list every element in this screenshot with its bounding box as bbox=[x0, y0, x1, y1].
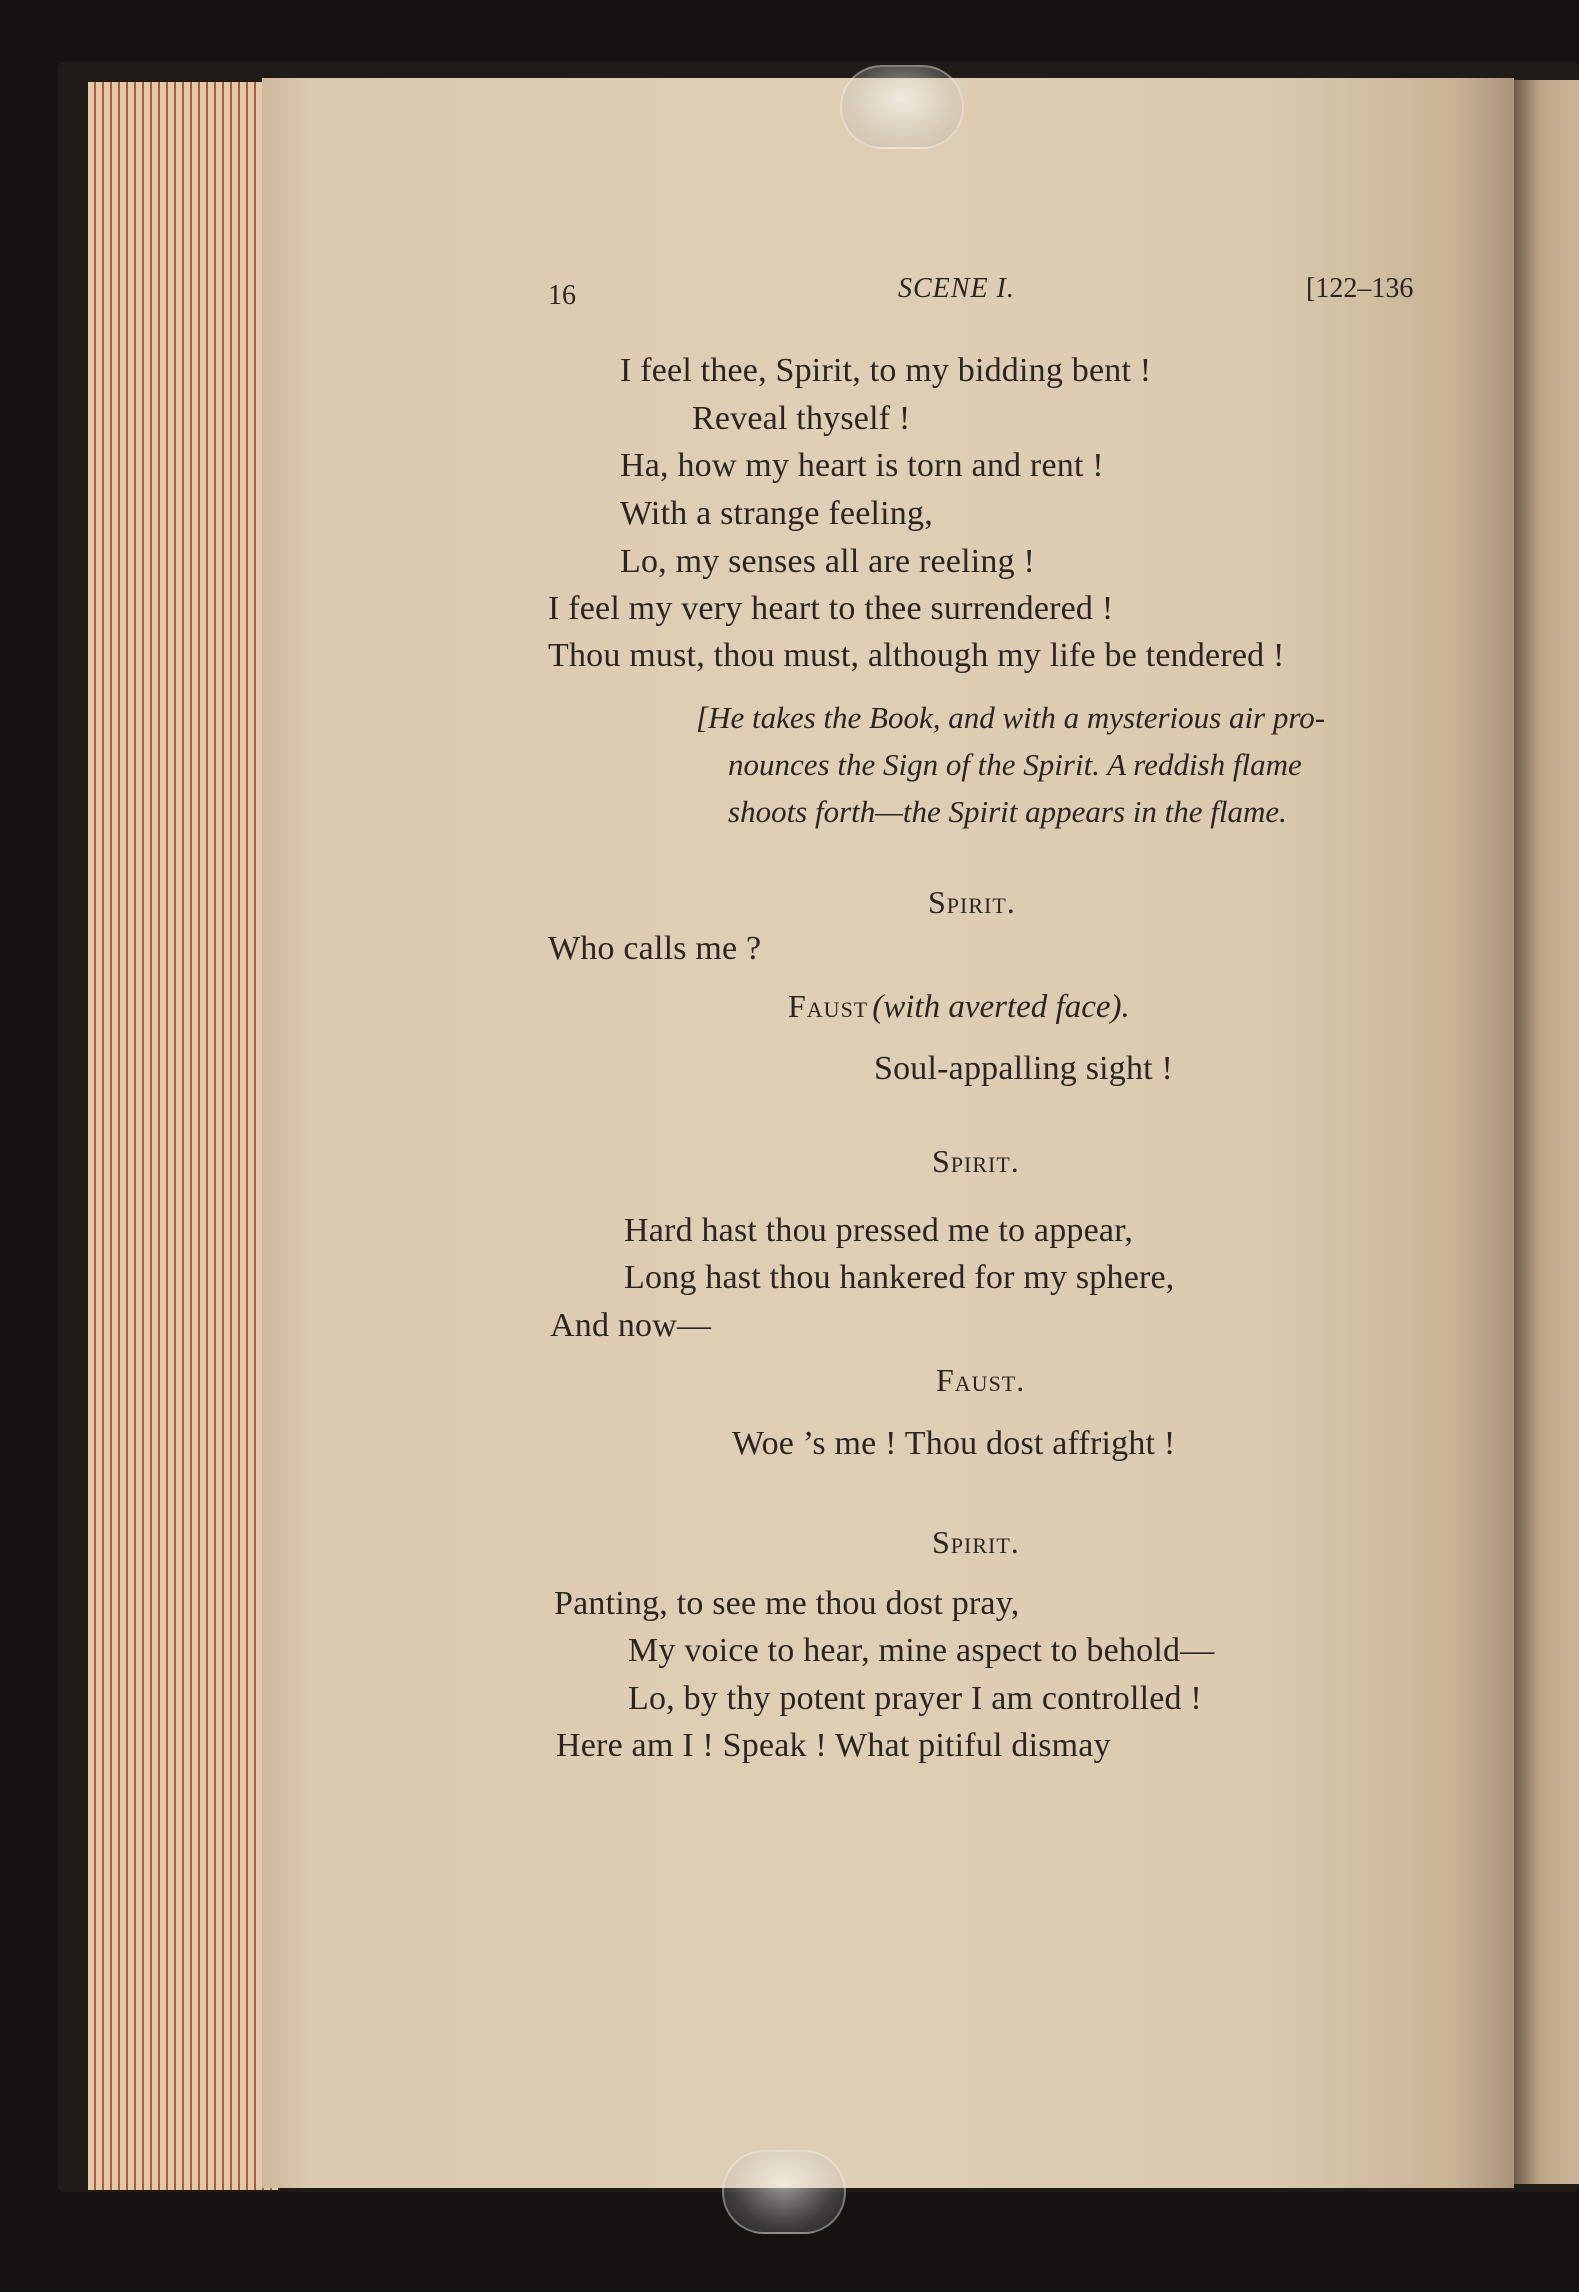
verse-line: I feel my very heart to thee surrendered ! bbox=[548, 590, 1114, 627]
book-page bbox=[262, 78, 1514, 2188]
verse-line: Lo, my senses all are reeling ! bbox=[620, 543, 1035, 580]
running-title: SCENE I. bbox=[898, 273, 1015, 304]
dialogue-line: Soul-appalling sight ! bbox=[874, 1050, 1174, 1087]
speaker-name: Faust bbox=[788, 988, 869, 1024]
facing-page-edge bbox=[1514, 80, 1579, 2184]
dialogue-line: My voice to hear, mine aspect to behold— bbox=[628, 1632, 1215, 1669]
verse-line: Thou must, thou must, although my life be tendered ! bbox=[548, 637, 1285, 674]
page-edges bbox=[88, 82, 278, 2190]
dialogue-line: And now— bbox=[550, 1307, 712, 1344]
speaker-label: Spirit. bbox=[932, 1143, 1020, 1179]
speaker-note: (with averted face). bbox=[872, 989, 1130, 1025]
dialogue-line: Who calls me ? bbox=[548, 930, 762, 967]
dialogue-line: Woe ’s me ! Thou dost affright ! bbox=[732, 1425, 1176, 1462]
dialogue-line: Hard hast thou pressed me to appear, bbox=[624, 1212, 1134, 1249]
dialogue-line: Panting, to see me thou dost pray, bbox=[554, 1585, 1020, 1622]
stage-direction-line: [He takes the Book, and with a mysterious air pro- bbox=[696, 700, 1326, 735]
verse-line: With a strange feeling, bbox=[620, 495, 933, 532]
verse-line: I feel thee, Spirit, to my bidding bent ! bbox=[620, 352, 1152, 389]
stage-direction-line: nounces the Sign of the Spirit. A reddish flame bbox=[728, 747, 1302, 782]
page-clip-top bbox=[840, 65, 964, 149]
verse-line: Reveal thyself ! bbox=[692, 400, 911, 437]
speaker-label: Faust. bbox=[936, 1362, 1026, 1398]
speaker-label-faust-averted bbox=[788, 988, 1130, 1026]
line-range: [122–136 bbox=[1306, 273, 1414, 304]
speaker-label: Spirit. bbox=[932, 1524, 1020, 1560]
dialogue-line: Lo, by thy potent prayer I am controlled ! bbox=[628, 1680, 1202, 1717]
stage-direction-line: shoots forth—the Spirit appears in the flame. bbox=[728, 794, 1287, 829]
speaker-label: Spirit. bbox=[928, 884, 1016, 920]
page-number: 16 bbox=[548, 280, 576, 311]
page-clip-bottom bbox=[722, 2150, 846, 2234]
verse-line: Ha, how my heart is torn and rent ! bbox=[620, 447, 1104, 484]
dialogue-line: Here am I ! Speak ! What pitiful dismay bbox=[556, 1727, 1111, 1764]
dialogue-line: Long hast thou hankered for my sphere, bbox=[624, 1259, 1175, 1296]
